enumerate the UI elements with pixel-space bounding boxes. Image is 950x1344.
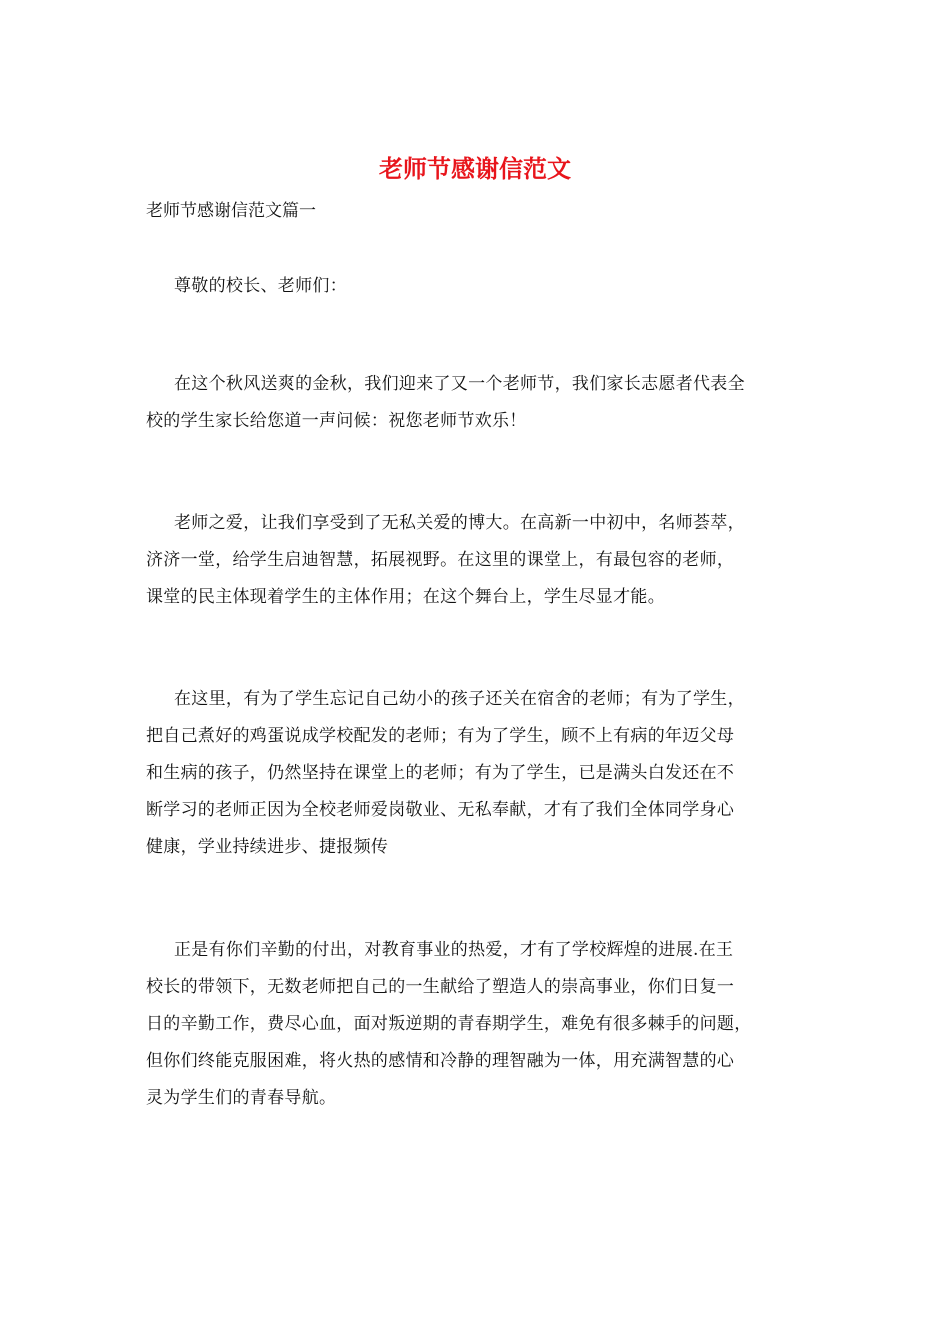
- paragraph-line: 把自己煮好的鸡蛋说成学校配发的老师；有为了学生，顾不上有病的年迈父母: [146, 726, 735, 746]
- paragraph-line: 日的辛勤工作，费尽心血，面对叛逆期的青春期学生，难免有很多棘手的问题，: [146, 1014, 752, 1034]
- document-title: 老师节感谢信范文: [379, 154, 571, 183]
- greeting: 尊敬的校长、老师们：: [174, 276, 347, 296]
- paragraph-1: [146, 366, 810, 440]
- paragraph-line: 正是有你们辛勤的付出，对教育事业的热爱，才有了学校辉煌的进展.在王: [174, 940, 734, 960]
- paragraph-line: 济济一堂，给学生启迪智慧，拓展视野。在这里的课堂上，有最包容的老师，: [146, 550, 735, 570]
- paragraph-line: 校的学生家长给您道一声问候：祝您老师节欢乐！: [146, 411, 527, 431]
- paragraph-line: 在这个秋风送爽的金秋，我们迎来了又一个老师节，我们家长志愿者代表全: [174, 374, 745, 394]
- paragraph-line: 断学习的老师正因为全校老师爱岗敬业、无私奉献，才有了我们全体同学身心: [146, 800, 735, 820]
- paragraph-line: 老师之爱，让我们享受到了无私关爱的博大。在高新一中初中，名师荟萃，: [174, 513, 745, 533]
- paragraph-line: 健康，学业持续进步、捷报频传: [146, 837, 389, 857]
- paragraph-line: 和生病的孩子，仍然坚持在课堂上的老师；有为了学生，已是满头白发还在不: [146, 763, 735, 783]
- paragraph-2: [146, 505, 810, 616]
- paragraph-3: [146, 681, 810, 866]
- document-subtitle: 老师节感谢信范文篇一: [146, 201, 316, 221]
- paragraph-line: 但你们终能克服困难，将火热的感情和冷静的理智融为一体，用充满智慧的心: [146, 1051, 735, 1071]
- paragraph-line: 在这里，有为了学生忘记自己幼小的孩子还关在宿舍的老师；有为了学生，: [174, 689, 745, 709]
- paragraph-4: [146, 932, 810, 1117]
- paragraph-line: 课堂的民主体现着学生的主体作用；在这个舞台上，学生尽显才能。: [146, 587, 665, 607]
- paragraph-line: 校长的带领下，无数老师把自己的一生献给了塑造人的崇高事业，你们日复一: [146, 977, 735, 997]
- paragraph-line: 灵为学生们的青春导航。: [146, 1088, 337, 1108]
